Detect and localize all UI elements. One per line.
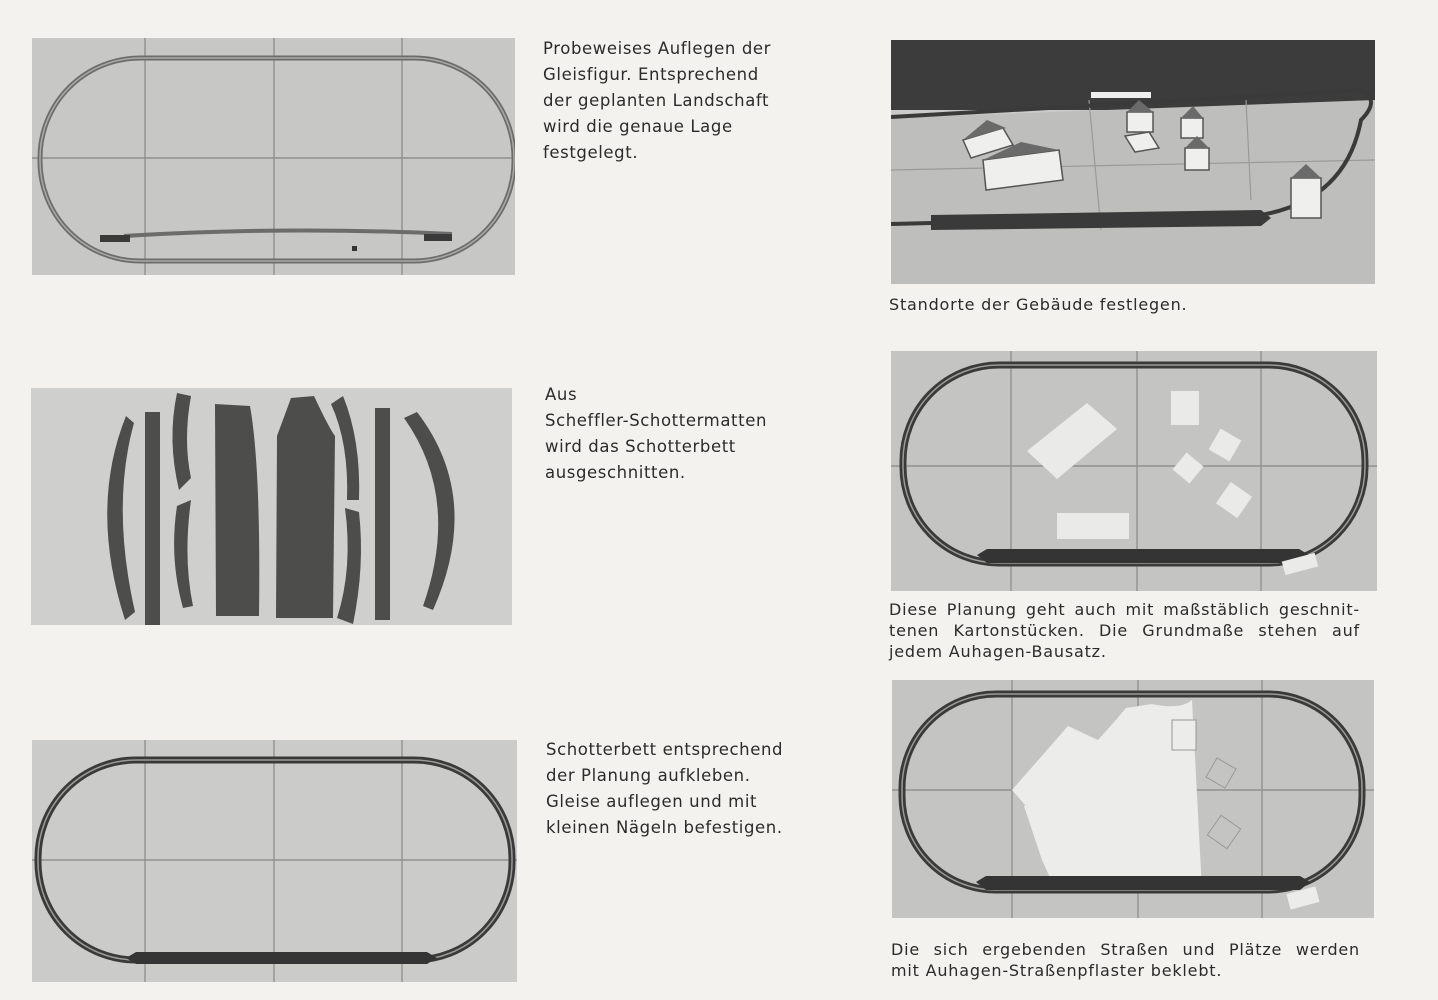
caption-line: Die sich ergebenden Straßen und Plätze werden (891, 940, 1360, 959)
caption-line: der Planung aufkleben. (546, 766, 751, 785)
caption-line: Aus (545, 385, 578, 404)
caption-line: der geplanten Landschaft (543, 91, 770, 110)
caption-line: wird die genaue Lage (543, 117, 733, 136)
caption-line: Standorte der Gebäude festlegen. (889, 295, 1188, 314)
caption-line: Gleise auflegen und mit (546, 792, 758, 811)
photo-street-paving (892, 680, 1374, 918)
caption-line: Diese Planung geht auch mit maßstäblich geschnit- (889, 600, 1360, 619)
ballast-mats-image (31, 388, 512, 625)
photo-buildings (891, 40, 1375, 284)
caption-track-layout (543, 36, 771, 166)
caption-line: ausgeschnitten. (545, 463, 686, 482)
photo-ballast-mats (31, 388, 512, 625)
caption-line: festgelegt. (543, 143, 639, 162)
cardboard-plan-image (891, 351, 1377, 591)
caption-line: Schotterbett entsprechend (546, 740, 784, 759)
caption-buildings (889, 294, 1187, 315)
caption-cardboard-plan (889, 599, 1360, 662)
glued-ballast-image (32, 740, 517, 982)
caption-line: kleinen Nägeln befestigen. (546, 818, 783, 837)
caption-glued-ballast (546, 737, 783, 841)
track-layout-image (32, 38, 515, 275)
photo-cardboard-plan (891, 351, 1377, 591)
caption-ballast-mats (545, 382, 767, 486)
caption-line: Gleisfigur. Entsprechend (543, 65, 759, 84)
photo-track-layout (32, 38, 515, 275)
caption-line: mit Auhagen-Straßenpflaster beklebt. (891, 961, 1223, 980)
caption-line: tenen Kartonstücken. Die Grundmaße stehen auf (889, 621, 1360, 640)
photo-glued-ballast (32, 740, 517, 982)
caption-line: wird das Schotterbett (545, 437, 736, 456)
caption-line: Scheffler-Schottermatten (545, 411, 768, 430)
caption-line: Probeweises Auflegen der (543, 39, 772, 58)
street-paving-image (892, 680, 1374, 918)
caption-street-paving (891, 939, 1360, 981)
buildings-image (891, 40, 1375, 284)
caption-line: jedem Auhagen-Bausatz. (889, 642, 1107, 661)
